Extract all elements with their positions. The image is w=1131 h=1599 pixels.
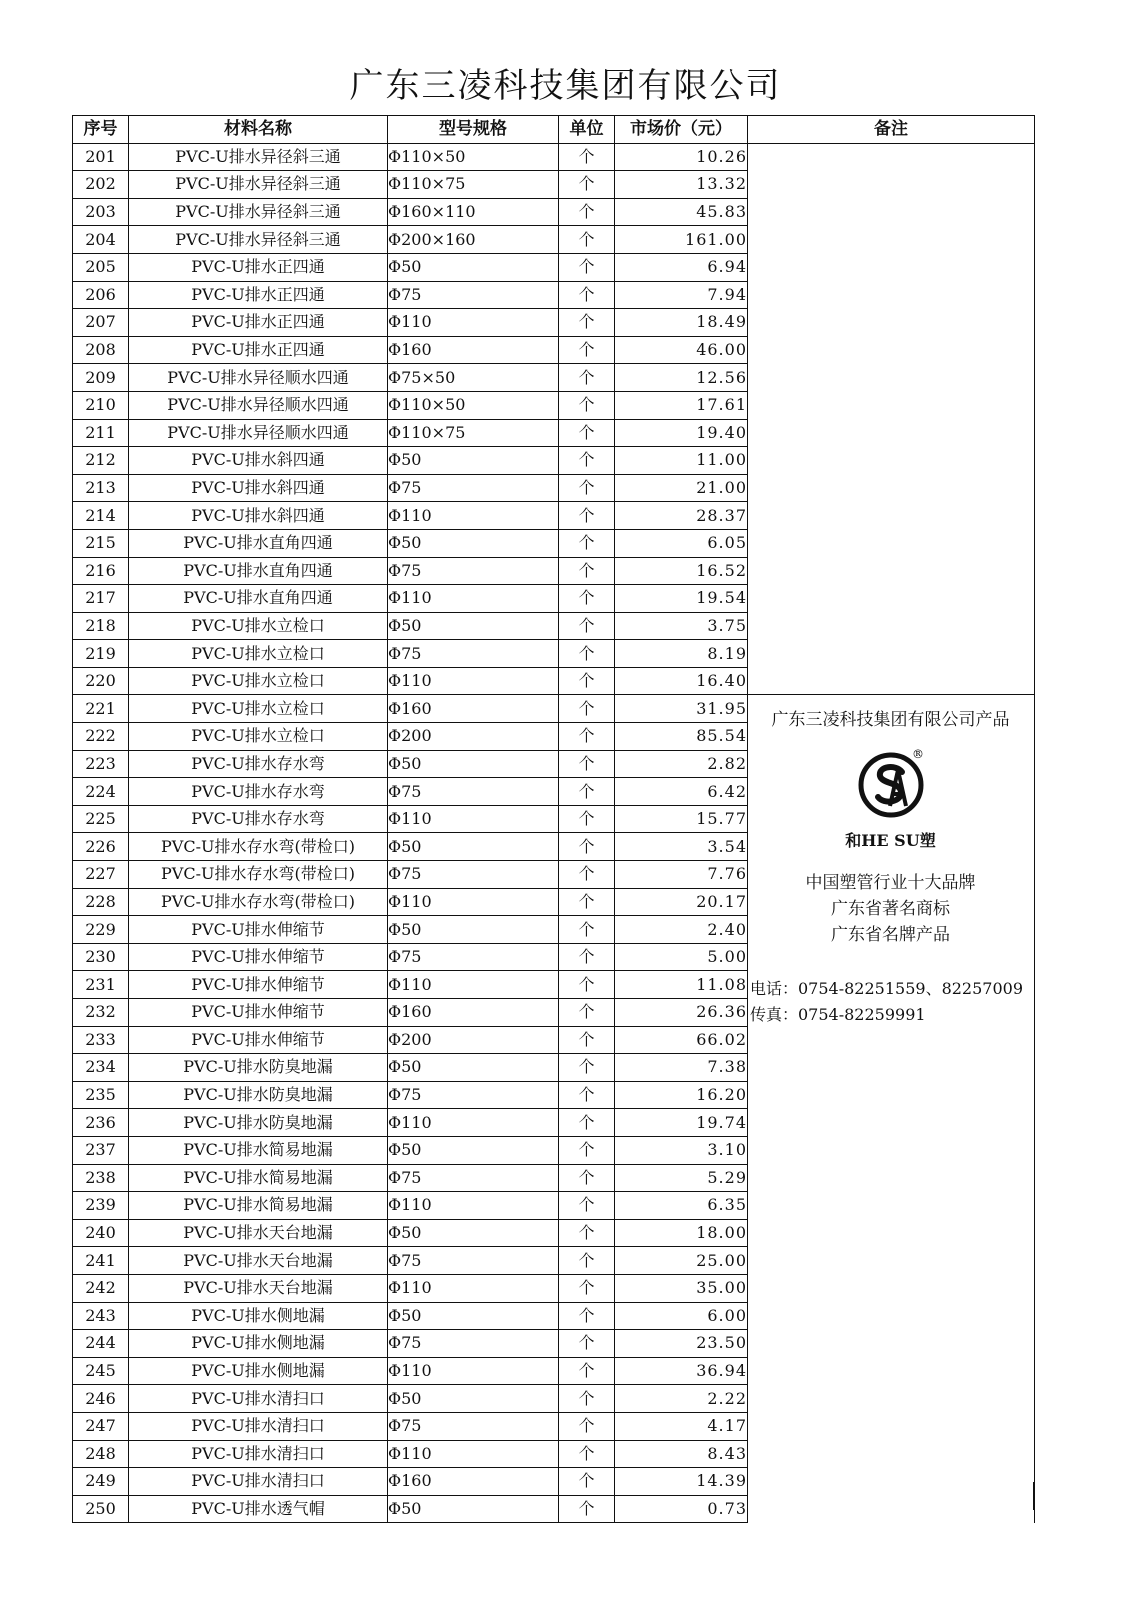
row-unit: 个 <box>559 281 615 309</box>
row-spec: Φ75 <box>388 474 559 502</box>
row-seq: 210 <box>73 391 129 419</box>
row-seq: 212 <box>73 447 129 475</box>
row-spec: Φ75 <box>388 778 559 806</box>
row-unit: 个 <box>559 1440 615 1468</box>
row-seq: 209 <box>73 364 129 392</box>
note-cell-upper <box>748 143 1035 695</box>
note-line-famous-product: 广东省名牌产品 <box>831 925 950 945</box>
row-spec: Φ75 <box>388 1247 559 1275</box>
row-price: 7.76 <box>615 861 748 889</box>
row-seq: 208 <box>73 336 129 364</box>
row-price: 36.94 <box>615 1357 748 1385</box>
row-unit: 个 <box>559 1357 615 1385</box>
row-spec: Φ110 <box>388 1192 559 1220</box>
row-material-name: PVC-U排水正四通 <box>129 309 388 337</box>
row-price: 16.52 <box>615 557 748 585</box>
row-price: 19.54 <box>615 585 748 613</box>
row-material-name: PVC-U排水简易地漏 <box>129 1192 388 1220</box>
row-unit: 个 <box>559 171 615 199</box>
note-line-famous-trademark: 广东省著名商标 <box>831 899 950 919</box>
row-material-name: PVC-U排水立检口 <box>129 723 388 751</box>
row-spec: Φ75 <box>388 943 559 971</box>
row-seq: 220 <box>73 667 129 695</box>
row-unit: 个 <box>559 1274 615 1302</box>
row-seq: 241 <box>73 1247 129 1275</box>
row-spec: Φ110 <box>388 1274 559 1302</box>
row-price: 18.49 <box>615 309 748 337</box>
row-unit: 个 <box>559 1302 615 1330</box>
row-material-name: PVC-U排水异径顺水四通 <box>129 364 388 392</box>
row-seq: 207 <box>73 309 129 337</box>
row-price: 21.00 <box>615 474 748 502</box>
row-material-name: PVC-U排水存水弯 <box>129 778 388 806</box>
row-unit: 个 <box>559 419 615 447</box>
row-material-name: PVC-U排水正四通 <box>129 336 388 364</box>
row-price: 2.82 <box>615 750 748 778</box>
row-spec: Φ50 <box>388 1219 559 1247</box>
row-unit: 个 <box>559 778 615 806</box>
row-unit: 个 <box>559 667 615 695</box>
row-material-name: PVC-U排水正四通 <box>129 253 388 281</box>
row-unit: 个 <box>559 916 615 944</box>
row-material-name: PVC-U排水立检口 <box>129 612 388 640</box>
row-seq: 218 <box>73 612 129 640</box>
row-seq: 247 <box>73 1412 129 1440</box>
row-material-name: PVC-U排水异径斜三通 <box>129 226 388 254</box>
row-material-name: PVC-U排水侧地漏 <box>129 1357 388 1385</box>
row-material-name: PVC-U排水防臭地漏 <box>129 1109 388 1137</box>
row-price: 45.83 <box>615 198 748 226</box>
row-seq: 239 <box>73 1192 129 1220</box>
row-material-name: PVC-U排水存水弯 <box>129 750 388 778</box>
row-seq: 204 <box>73 226 129 254</box>
row-spec: Φ50 <box>388 833 559 861</box>
row-seq: 226 <box>73 833 129 861</box>
row-spec: Φ160 <box>388 999 559 1027</box>
row-price: 10.26 <box>615 143 748 171</box>
header-seq: 序号 <box>73 116 129 144</box>
row-material-name: PVC-U排水存水弯(带检口) <box>129 861 388 889</box>
row-unit: 个 <box>559 1054 615 1082</box>
row-seq: 231 <box>73 971 129 999</box>
row-material-name: PVC-U排水防臭地漏 <box>129 1081 388 1109</box>
row-unit: 个 <box>559 143 615 171</box>
header-unit: 单位 <box>559 116 615 144</box>
row-price: 16.40 <box>615 667 748 695</box>
row-seq: 234 <box>73 1054 129 1082</box>
row-unit: 个 <box>559 391 615 419</box>
row-material-name: PVC-U排水直角四通 <box>129 585 388 613</box>
row-unit: 个 <box>559 1468 615 1496</box>
row-material-name: PVC-U排水存水弯(带检口) <box>129 833 388 861</box>
row-unit: 个 <box>559 723 615 751</box>
row-spec: Φ110 <box>388 888 559 916</box>
row-seq: 227 <box>73 861 129 889</box>
row-seq: 246 <box>73 1385 129 1413</box>
row-seq: 215 <box>73 529 129 557</box>
row-unit: 个 <box>559 474 615 502</box>
row-spec: Φ75 <box>388 1330 559 1358</box>
row-spec: Φ50 <box>388 750 559 778</box>
row-seq: 201 <box>73 143 129 171</box>
row-spec: Φ110 <box>388 971 559 999</box>
row-seq: 221 <box>73 695 129 723</box>
row-spec: Φ110 <box>388 502 559 530</box>
row-price: 0.73 <box>615 1495 748 1523</box>
row-seq: 233 <box>73 1026 129 1054</box>
row-price: 8.19 <box>615 640 748 668</box>
row-seq: 235 <box>73 1081 129 1109</box>
registered-mark: ® <box>912 747 924 761</box>
row-seq: 232 <box>73 999 129 1027</box>
row-unit: 个 <box>559 1136 615 1164</box>
header-spec: 型号规格 <box>388 116 559 144</box>
row-seq: 213 <box>73 474 129 502</box>
row-material-name: PVC-U排水清扫口 <box>129 1412 388 1440</box>
row-spec: Φ160 <box>388 695 559 723</box>
row-seq: 223 <box>73 750 129 778</box>
row-unit: 个 <box>559 529 615 557</box>
row-seq: 236 <box>73 1109 129 1137</box>
row-unit: 个 <box>559 943 615 971</box>
row-spec: Φ110 <box>388 1357 559 1385</box>
row-spec: Φ110 <box>388 1109 559 1137</box>
row-material-name: PVC-U排水立检口 <box>129 695 388 723</box>
row-seq: 243 <box>73 1302 129 1330</box>
table-right-border <box>1033 1482 1034 1510</box>
row-price: 16.20 <box>615 1081 748 1109</box>
row-material-name: PVC-U排水侧地漏 <box>129 1302 388 1330</box>
row-unit: 个 <box>559 612 615 640</box>
row-price: 6.05 <box>615 529 748 557</box>
row-spec: Φ110 <box>388 805 559 833</box>
row-seq: 245 <box>73 1357 129 1385</box>
row-spec: Φ110 <box>388 585 559 613</box>
row-spec: Φ110×50 <box>388 391 559 419</box>
row-price: 18.00 <box>615 1219 748 1247</box>
row-unit: 个 <box>559 805 615 833</box>
row-seq: 230 <box>73 943 129 971</box>
row-seq: 237 <box>73 1136 129 1164</box>
row-price: 8.43 <box>615 1440 748 1468</box>
row-price: 15.77 <box>615 805 748 833</box>
row-unit: 个 <box>559 1219 615 1247</box>
row-spec: Φ110×75 <box>388 419 559 447</box>
row-spec: Φ50 <box>388 253 559 281</box>
row-seq: 229 <box>73 916 129 944</box>
row-unit: 个 <box>559 198 615 226</box>
row-spec: Φ50 <box>388 1054 559 1082</box>
row-unit: 个 <box>559 1495 615 1523</box>
row-material-name: PVC-U排水伸缩节 <box>129 1026 388 1054</box>
row-seq: 240 <box>73 1219 129 1247</box>
row-seq: 222 <box>73 723 129 751</box>
row-spec: Φ110×75 <box>388 171 559 199</box>
row-seq: 217 <box>73 585 129 613</box>
row-unit: 个 <box>559 226 615 254</box>
row-material-name: PVC-U排水伸缩节 <box>129 916 388 944</box>
row-material-name: PVC-U排水异径顺水四通 <box>129 419 388 447</box>
row-seq: 205 <box>73 253 129 281</box>
row-price: 3.75 <box>615 612 748 640</box>
row-price: 5.00 <box>615 943 748 971</box>
row-price: 7.94 <box>615 281 748 309</box>
row-material-name: PVC-U排水清扫口 <box>129 1440 388 1468</box>
row-price: 46.00 <box>615 336 748 364</box>
row-seq: 242 <box>73 1274 129 1302</box>
row-unit: 个 <box>559 750 615 778</box>
row-price: 35.00 <box>615 1274 748 1302</box>
row-material-name: PVC-U排水直角四通 <box>129 557 388 585</box>
row-seq: 203 <box>73 198 129 226</box>
row-spec: Φ110 <box>388 667 559 695</box>
row-seq: 248 <box>73 1440 129 1468</box>
row-unit: 个 <box>559 971 615 999</box>
row-unit: 个 <box>559 861 615 889</box>
row-material-name: PVC-U排水斜四通 <box>129 474 388 502</box>
page-title: 广东三凌科技集团有限公司 <box>349 66 782 106</box>
row-price: 7.38 <box>615 1054 748 1082</box>
row-price: 85.54 <box>615 723 748 751</box>
row-seq: 244 <box>73 1330 129 1358</box>
row-spec: Φ160 <box>388 1468 559 1496</box>
row-material-name: PVC-U排水直角四通 <box>129 529 388 557</box>
row-spec: Φ50 <box>388 1302 559 1330</box>
row-price: 20.17 <box>615 888 748 916</box>
row-material-name: PVC-U排水清扫口 <box>129 1385 388 1413</box>
header-note: 备注 <box>748 116 1035 144</box>
row-spec: Φ75 <box>388 861 559 889</box>
row-material-name: PVC-U排水立检口 <box>129 640 388 668</box>
row-unit: 个 <box>559 364 615 392</box>
row-unit: 个 <box>559 253 615 281</box>
row-price: 5.29 <box>615 1164 748 1192</box>
row-seq: 214 <box>73 502 129 530</box>
row-material-name: PVC-U排水简易地漏 <box>129 1136 388 1164</box>
note-line-top-brand: 中国塑管行业十大品牌 <box>805 873 976 893</box>
row-price: 26.36 <box>615 999 748 1027</box>
row-seq: 211 <box>73 419 129 447</box>
row-spec: Φ200 <box>388 1026 559 1054</box>
row-seq: 224 <box>73 778 129 806</box>
row-price: 28.37 <box>615 502 748 530</box>
row-material-name: PVC-U排水异径斜三通 <box>129 171 388 199</box>
header-price: 市场价（元） <box>615 116 748 144</box>
note-fax: 传真：0754-82259991 <box>750 1005 926 1024</box>
row-price: 25.00 <box>615 1247 748 1275</box>
row-price: 3.10 <box>615 1136 748 1164</box>
row-seq: 219 <box>73 640 129 668</box>
row-unit: 个 <box>559 1109 615 1137</box>
row-material-name: PVC-U排水立检口 <box>129 667 388 695</box>
row-seq: 206 <box>73 281 129 309</box>
note-product-line: 广东三凌科技集团有限公司产品 <box>771 710 1010 730</box>
row-unit: 个 <box>559 695 615 723</box>
row-price: 2.40 <box>615 916 748 944</box>
row-spec: Φ160×110 <box>388 198 559 226</box>
note-phone: 电话：0754-82251559、82257009 <box>750 979 1024 998</box>
row-price: 4.17 <box>615 1412 748 1440</box>
row-unit: 个 <box>559 336 615 364</box>
row-spec: Φ75 <box>388 1081 559 1109</box>
row-unit: 个 <box>559 1026 615 1054</box>
row-material-name: PVC-U排水侧地漏 <box>129 1330 388 1358</box>
row-spec: Φ200 <box>388 723 559 751</box>
row-spec: Φ75 <box>388 1412 559 1440</box>
row-material-name: PVC-U排水简易地漏 <box>129 1164 388 1192</box>
row-seq: 202 <box>73 171 129 199</box>
row-spec: Φ110 <box>388 309 559 337</box>
table-header-row <box>73 116 1035 144</box>
row-unit: 个 <box>559 1081 615 1109</box>
row-material-name: PVC-U排水伸缩节 <box>129 999 388 1027</box>
row-unit: 个 <box>559 833 615 861</box>
row-material-name: PVC-U排水异径斜三通 <box>129 143 388 171</box>
row-price: 6.42 <box>615 778 748 806</box>
row-seq: 238 <box>73 1164 129 1192</box>
row-spec: Φ75 <box>388 1164 559 1192</box>
row-spec: Φ75 <box>388 281 559 309</box>
row-material-name: PVC-U排水天台地漏 <box>129 1219 388 1247</box>
row-price: 14.39 <box>615 1468 748 1496</box>
row-material-name: PVC-U排水透气帽 <box>129 1495 388 1523</box>
row-unit: 个 <box>559 1247 615 1275</box>
row-price: 13.32 <box>615 171 748 199</box>
row-seq: 216 <box>73 557 129 585</box>
row-spec: Φ75 <box>388 557 559 585</box>
row-material-name: PVC-U排水天台地漏 <box>129 1247 388 1275</box>
table-row <box>73 143 1035 171</box>
brand-text: 和HE SU塑 <box>845 831 936 850</box>
row-price: 6.00 <box>615 1302 748 1330</box>
row-spec: Φ110 <box>388 1440 559 1468</box>
row-unit: 个 <box>559 502 615 530</box>
row-price: 17.61 <box>615 391 748 419</box>
row-material-name: PVC-U排水异径顺水四通 <box>129 391 388 419</box>
row-unit: 个 <box>559 1330 615 1358</box>
row-spec: Φ50 <box>388 1385 559 1413</box>
row-material-name: PVC-U排水正四通 <box>129 281 388 309</box>
row-price: 19.40 <box>615 419 748 447</box>
row-material-name: PVC-U排水异径斜三通 <box>129 198 388 226</box>
row-unit: 个 <box>559 447 615 475</box>
row-spec: Φ75 <box>388 640 559 668</box>
row-material-name: PVC-U排水斜四通 <box>129 447 388 475</box>
row-price: 12.56 <box>615 364 748 392</box>
row-price: 11.00 <box>615 447 748 475</box>
row-seq: 250 <box>73 1495 129 1523</box>
row-price: 11.08 <box>615 971 748 999</box>
row-seq: 249 <box>73 1468 129 1496</box>
row-material-name: PVC-U排水防臭地漏 <box>129 1054 388 1082</box>
row-spec: Φ50 <box>388 1136 559 1164</box>
row-spec: Φ50 <box>388 529 559 557</box>
row-unit: 个 <box>559 888 615 916</box>
row-price: 66.02 <box>615 1026 748 1054</box>
row-material-name: PVC-U排水天台地漏 <box>129 1274 388 1302</box>
row-unit: 个 <box>559 557 615 585</box>
row-material-name: PVC-U排水伸缩节 <box>129 971 388 999</box>
row-seq: 225 <box>73 805 129 833</box>
row-price: 6.35 <box>615 1192 748 1220</box>
header-name: 材料名称 <box>129 116 388 144</box>
row-unit: 个 <box>559 1164 615 1192</box>
row-unit: 个 <box>559 640 615 668</box>
row-price: 2.22 <box>615 1385 748 1413</box>
row-seq: 228 <box>73 888 129 916</box>
row-spec: Φ110×50 <box>388 143 559 171</box>
row-spec: Φ50 <box>388 916 559 944</box>
row-price: 161.00 <box>615 226 748 254</box>
row-spec: Φ50 <box>388 1495 559 1523</box>
row-unit: 个 <box>559 1192 615 1220</box>
row-spec: Φ50 <box>388 612 559 640</box>
row-price: 19.74 <box>615 1109 748 1137</box>
row-unit: 个 <box>559 309 615 337</box>
row-material-name: PVC-U排水斜四通 <box>129 502 388 530</box>
row-material-name: PVC-U排水伸缩节 <box>129 943 388 971</box>
row-unit: 个 <box>559 1412 615 1440</box>
row-material-name: PVC-U排水存水弯(带检口) <box>129 888 388 916</box>
row-price: 23.50 <box>615 1330 748 1358</box>
row-unit: 个 <box>559 999 615 1027</box>
row-spec: Φ50 <box>388 447 559 475</box>
row-spec: Φ200×160 <box>388 226 559 254</box>
row-price: 6.94 <box>615 253 748 281</box>
row-unit: 个 <box>559 1385 615 1413</box>
row-price: 31.95 <box>615 695 748 723</box>
row-material-name: PVC-U排水清扫口 <box>129 1468 388 1496</box>
row-material-name: PVC-U排水存水弯 <box>129 805 388 833</box>
row-spec: Φ160 <box>388 336 559 364</box>
row-price: 3.54 <box>615 833 748 861</box>
row-unit: 个 <box>559 585 615 613</box>
row-spec: Φ75×50 <box>388 364 559 392</box>
